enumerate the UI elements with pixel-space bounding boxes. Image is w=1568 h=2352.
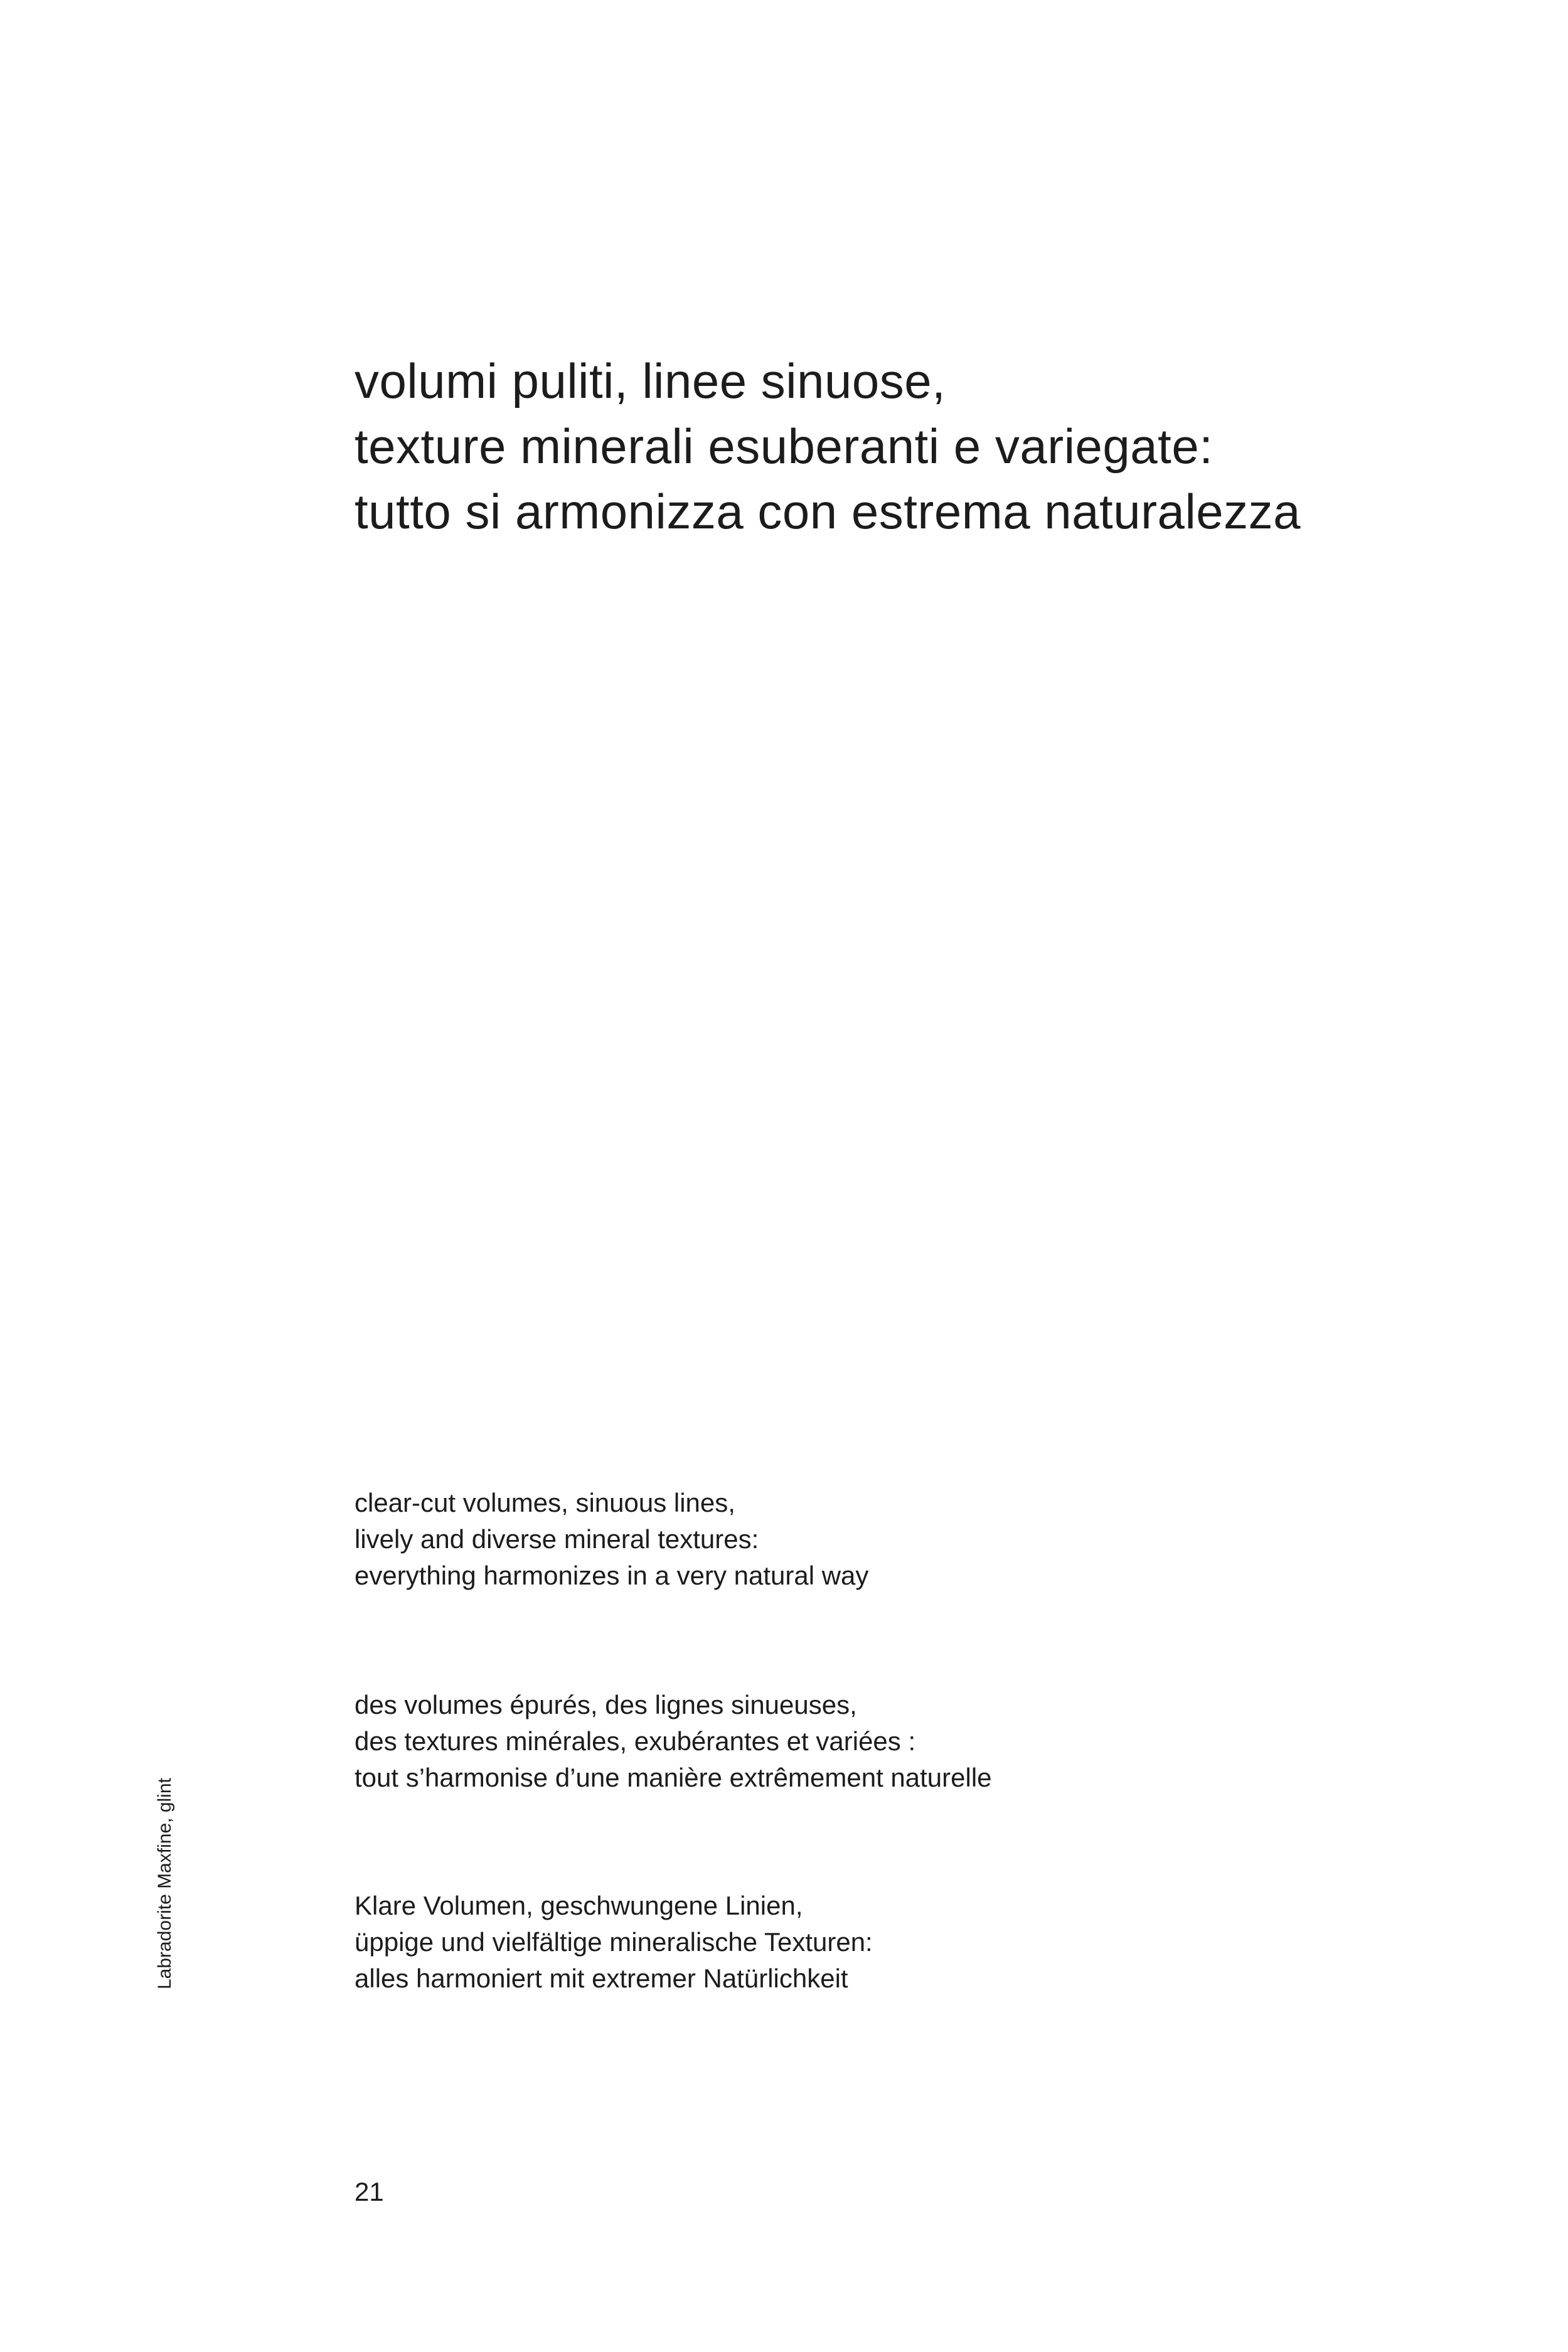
translation-line: tout s’harmonise d’une manière extrêmement naturelle [355,1763,992,1792]
translation-line: üppige und vielfältige mineralische Texturen: [355,1927,873,1957]
translation-line: everything harmonizes in a very natural way [355,1561,869,1590]
translation-french [355,1687,992,1796]
translation-german [355,1888,873,1997]
page-number: 21 [355,2177,384,2206]
translation-line: alles harmoniert mit extremer Natürlichkeit [355,1964,848,1993]
image-caption: Labradorite Maxfine, glint [154,1778,175,1989]
translation-line: lively and diverse mineral textures: [355,1524,759,1554]
translation-line: des volumes épurés, des lignes sinueuses, [355,1690,857,1719]
translation-english [355,1485,868,1594]
headline-line: tutto si armonizza con estrema naturalezza [355,484,1301,539]
headline-italian [355,348,1301,544]
translation-line: clear-cut volumes, sinuous lines, [355,1488,735,1517]
headline-line: volumi puliti, linee sinuose, [355,353,946,409]
translation-line: des textures minérales, exubérantes et variées : [355,1726,916,1756]
translation-line: Klare Volumen, geschwungene Linien, [355,1891,803,1920]
headline-line: texture minerali esuberanti e variegate: [355,419,1213,474]
